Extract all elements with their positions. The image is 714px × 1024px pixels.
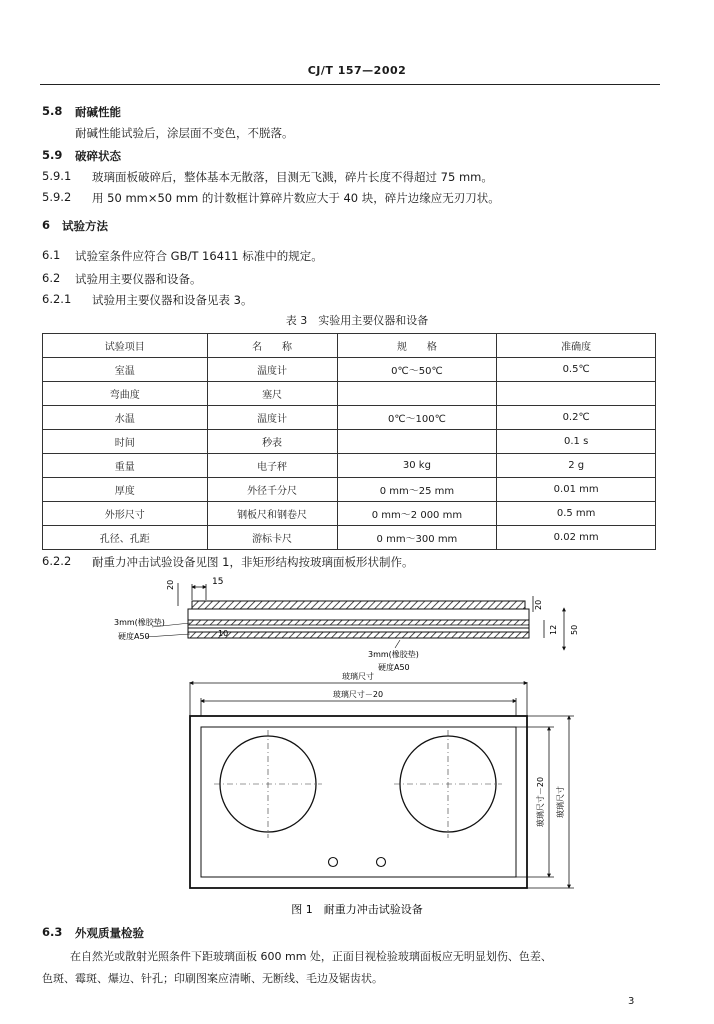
table-cell: 30 kg: [337, 454, 497, 478]
table-row: [43, 358, 656, 382]
table-cell: 秒表: [207, 430, 337, 454]
table-cell: [497, 382, 656, 406]
dim-label-12: 12: [549, 624, 558, 635]
paragraph: 耐碱性能试验后，涂层面不变色，不脱落。: [75, 126, 294, 140]
table-cell: 0℃～100℃: [337, 406, 497, 430]
section-number: 5.9.1: [42, 169, 72, 183]
table-row: [43, 406, 656, 430]
glass-panel-section: [188, 609, 529, 620]
table-cell: 0 mm～2 000 mm: [337, 502, 497, 526]
table-cell: 外形尺寸: [43, 502, 208, 526]
label-glass-size-minus-20: 玻璃尺寸－20: [332, 690, 384, 699]
table-cell: [337, 430, 497, 454]
label-glass-size: 玻璃尺寸: [342, 672, 374, 681]
plan-view: [190, 671, 574, 888]
figure-caption: 图 1 耐重力冲击试验设备: [291, 903, 423, 916]
paragraph: 试验室条件应符合 GB/T 16411 标准中的规定。: [75, 249, 323, 263]
section-number: 5.9.2: [42, 190, 72, 204]
table-cell: 外径千分尺: [207, 478, 337, 502]
table-cell: 0 mm～25 mm: [337, 478, 497, 502]
table-cell: 0.1 s: [497, 430, 656, 454]
table-cell: 孔径、孔距: [43, 526, 208, 550]
dim-label-15: 15: [212, 577, 224, 587]
table-row: [43, 502, 656, 526]
section-number: 6: [42, 218, 51, 232]
table-cell: [337, 382, 497, 406]
section-number: 6.2.1: [42, 292, 72, 306]
top-frame: [192, 601, 525, 609]
paragraph: 耐重力冲击试验设备见图 1，非矩形结构按玻璃面板形状制作。: [92, 555, 414, 569]
table-caption: 表 3 实验用主要仪器和设备: [285, 314, 429, 327]
table-header-row: [43, 334, 656, 358]
table-cell: 0.5 mm: [497, 502, 656, 526]
section-title: 破碎状态: [75, 149, 121, 163]
paragraph: 色斑、霉斑、爆边、针孔；印刷图案应清晰、无断线、毛边及锯齿状。: [42, 972, 383, 985]
section-title: 外观质量检验: [75, 926, 144, 940]
table-cell: 0.02 mm: [497, 526, 656, 550]
table-cell: 温度计: [207, 406, 337, 430]
section-title: 试验方法: [62, 219, 108, 233]
figure-impact-test-equipment: [0, 570, 714, 920]
dim-label-20: 20: [166, 579, 175, 590]
table-cell: 0.5℃: [497, 358, 656, 382]
section-number: 6.2.2: [42, 554, 72, 568]
table-cell: 0 mm～300 mm: [337, 526, 497, 550]
table-row: [43, 454, 656, 478]
section-title: 耐碱性能: [75, 105, 121, 119]
running-header: CJ/T 157—2002: [307, 64, 407, 77]
table-cell: 电子秤: [207, 454, 337, 478]
table-cell: 0.2℃: [497, 406, 656, 430]
table-cell: 时间: [43, 430, 208, 454]
paragraph: 玻璃面板破碎后，整体基本无散落，目测无飞溅，碎片长度不得超过 75 mm。: [92, 170, 493, 184]
section-number: 6.3: [42, 925, 63, 939]
glass-panel-outer: [190, 716, 527, 888]
table-cell: 厚度: [43, 478, 208, 502]
table-cell: 0℃～50℃: [337, 358, 497, 382]
section-number: 5.8: [42, 104, 63, 118]
label-hardness-left: 硬度A50: [118, 632, 150, 641]
table-cell: 温度计: [207, 358, 337, 382]
paragraph: 试验用主要仪器和设备见表 3。: [92, 293, 253, 307]
section-number: 5.9: [42, 148, 63, 162]
base-plate: [188, 632, 529, 638]
dim-label-10: 10: [218, 629, 229, 638]
rubber-pad-upper: [188, 620, 529, 625]
table-cell: 重量: [43, 454, 208, 478]
table-header-cell: 名 称: [207, 334, 337, 358]
equipment-table: [42, 333, 656, 550]
table-row: [43, 382, 656, 406]
table-cell: 游标卡尺: [207, 526, 337, 550]
dim-label-20-right: 20: [534, 599, 543, 610]
label-v-glass-size-minus-20: 玻璃尺寸－20: [536, 776, 545, 828]
table-cell: 0.01 mm: [497, 478, 656, 502]
cross-section-view: [114, 577, 579, 672]
table-cell: 室温: [43, 358, 208, 382]
label-rubber-bottom: 3mm(橡胶垫): [368, 650, 419, 659]
page-number: 3: [628, 996, 635, 1007]
table-row: [43, 526, 656, 550]
table-header-cell: 准确度: [497, 334, 656, 358]
table-row: [43, 478, 656, 502]
table-row: [43, 430, 656, 454]
label-rubber-left: 3mm(橡胶垫): [114, 618, 165, 627]
table-header-cell: 规 格: [337, 334, 497, 358]
dim-label-50: 50: [570, 624, 579, 635]
section-number: 6.2: [42, 271, 61, 285]
label-v-glass-size: 玻璃尺寸: [556, 786, 565, 818]
section-number: 6.1: [42, 248, 61, 262]
table-cell: 钢板尺和钢卷尺: [207, 502, 337, 526]
table-cell: 塞尺: [207, 382, 337, 406]
label-hardness-bottom: 硬度A50: [378, 663, 410, 672]
paragraph: 试验用主要仪器和设备。: [75, 272, 202, 286]
table-cell: 水温: [43, 406, 208, 430]
table-header-cell: 试验项目: [43, 334, 208, 358]
paragraph: 在自然光或散射光照条件下距玻璃面板 600 mm 处，正面目视检验玻璃面板应无明显划伤、色差、: [70, 950, 552, 963]
paragraph: 用 50 mm×50 mm 的计数框计算碎片数应大于 40 块，碎片边缘应无刃刀状。: [92, 191, 500, 205]
header-rule: [40, 84, 660, 85]
table-cell: 弯曲度: [43, 382, 208, 406]
table-cell: 2 g: [497, 454, 656, 478]
